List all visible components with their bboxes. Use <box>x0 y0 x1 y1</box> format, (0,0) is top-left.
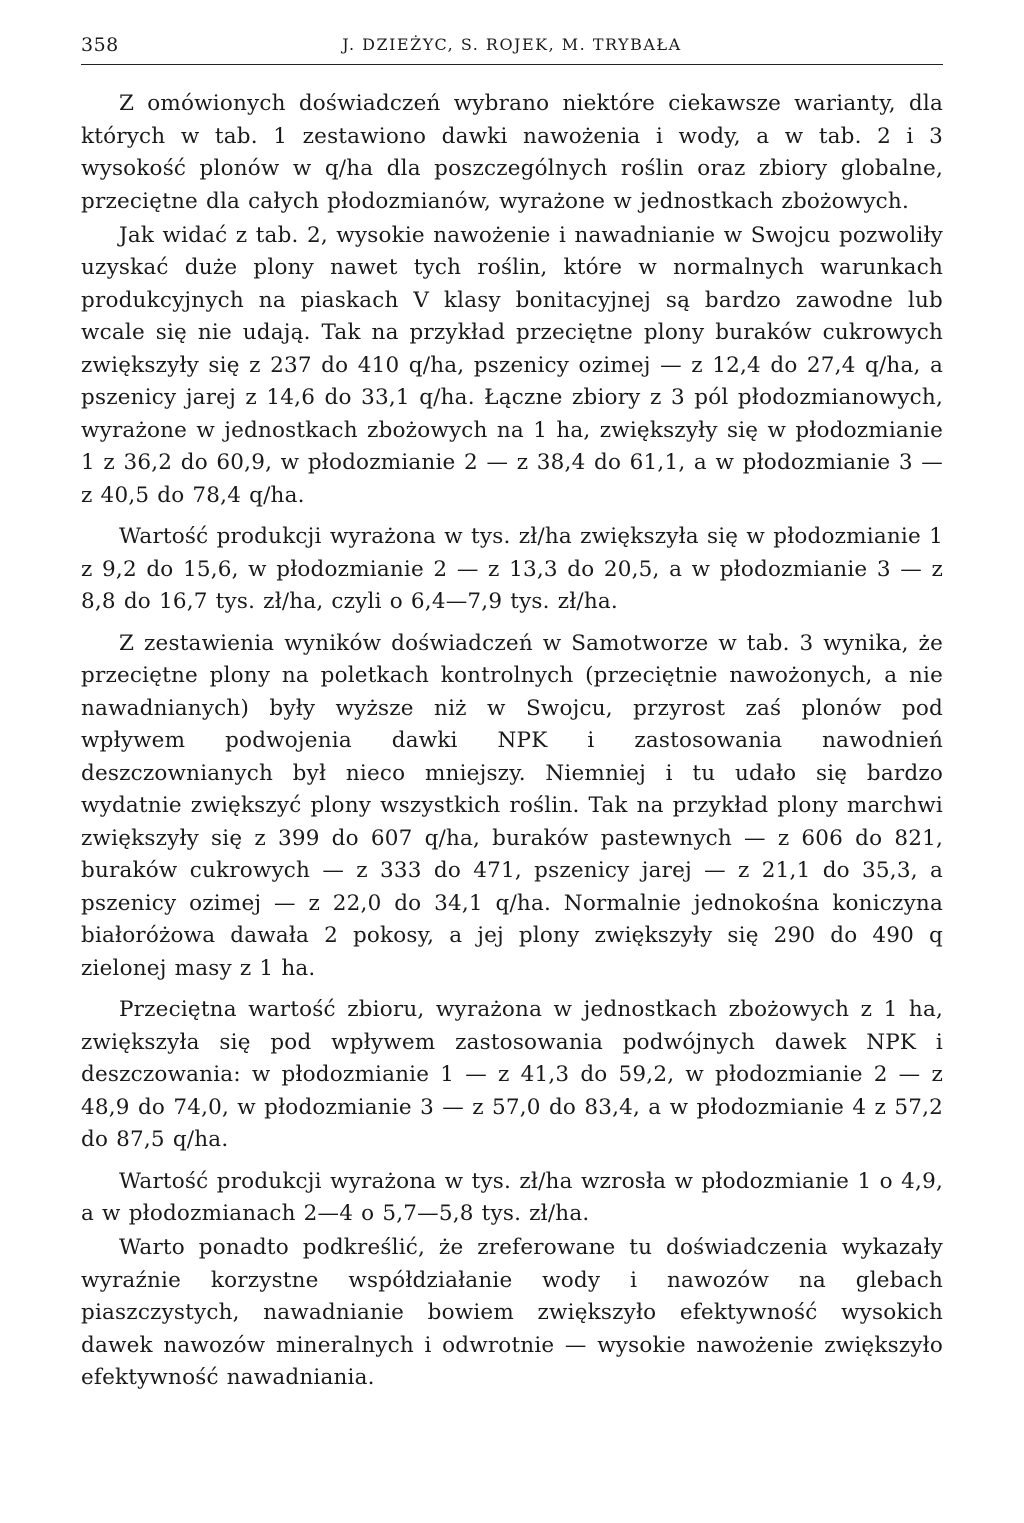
body-text <box>81 88 943 1395</box>
paragraph: Jak widać z tab. 2, wysokie nawożenie i nawadnianie w Swojcu pozwoliły uzyskać duże plony nawet tych roślin, które w normalnych warunkach produkcyjnych na piaskach V klasy bonitacyjnej są bardzo zawodne lub wcale się nie udają. Tak na przykład przeciętne plony buraków cukrowych zwiększyły się z 237 do 410 q/ha, pszenicy ozimej — z 12,4 do 27,4 q/ha, a pszenicy jarej z 14,6 do 33,1 q/ha. Łączne zbiory z 3 pól płodozmianowych, wyrażone w jednostkach zbożowych na 1 ha, zwiększyły się w płodozmianie 1 z 36,2 do 60,9, w płodozmianie 2 — z 38,4 do 61,1, a w płodozmianie 3 — z 40,5 do 78,4 q/ha. <box>81 222 943 508</box>
paragraph: Z omówionych doświadczeń wybrano niektóre ciekawsze warianty, dla których w tab. 1 zestawiono dawki nawożenia i wody, a w tab. 2 i 3 wysokość plonów w q/ha dla poszczególnych roślin oraz zbiory globalne, przeciętne dla całych płodozmianów, wyrażone w jednostkach zbożowych. <box>81 91 943 214</box>
running-head: J. DZIEŻYC, S. ROJEK, M. TRYBAŁA <box>342 35 682 54</box>
page-header <box>81 30 943 65</box>
paragraph: Warto ponadto podkreślić, że zreferowane tu doświadczenia wykazały wyraźnie korzystne współdziałanie wody i nawozów na glebach piaszczystych, nawadnianie bowiem zwiększyło efektywność wysokich dawek nawozów mineralnych i odwrotnie — wysokie nawożenie zwiększyło efektywność nawadniania. <box>81 1235 943 1390</box>
paragraph: Z zestawienia wyników doświadczeń w Samotworze w tab. 3 wynika, że przeciętne plony na poletkach kontrolnych (przeciętnie nawożonych, a nie nawadnianych) były wyższe niż w Swojcu, przyrost zaś plonów pod wpływem podwojenia dawki NPK i zastosowania nawodnień deszczownianych był nieco mniejszy. Niemniej i tu udało się bardzo wydatnie zwiększyć plony wszystkich roślin. Tak na przykład plony marchwi zwiększyły się z 399 do 607 q/ha, buraków pastewnych — z 606 do 821, buraków cukrowych — z 333 do 471, pszenicy jarej — z 21,1 do 35,3, a pszenicy ozimej — z 22,0 do 34,1 q/ha. Normalnie jednokośna koniczyna białoróżowa dawała 2 pokosy, a jej plony zwiększyły się 290 do 490 q zielonej masy z 1 ha. <box>81 630 943 981</box>
page-number: 358 <box>81 34 119 56</box>
paragraph: Przeciętna wartość zbioru, wyrażona w jednostkach zbożowych z 1 ha, zwiększyła się pod wpływem zastosowania podwójnych dawek NPK i deszczowania: w płodozmianie 1 — z 41,3 do 59,2, w płodozmianie 2 — z 48,9 do 74,0, w płodozmianie 3 — z 57,0 do 83,4, a w płodozmianie 4 z 57,2 do 87,5 q/ha. <box>81 997 943 1152</box>
paragraph: Wartość produkcji wyrażona w tys. zł/ha zwiększyła się w płodozmianie 1 z 9,2 do 15,6, w płodozmianie 2 — z 13,3 do 20,5, a w płodozmianie 3 — z 8,8 do 16,7 tys. zł/ha, czyli o 6,4—7,9 tys. zł/ha. <box>81 524 943 614</box>
paragraph: Wartość produkcji wyrażona w tys. zł/ha wzrosła w płodozmianie 1 o 4,9, a w płodozmianach 2—4 o 5,7—5,8 tys. zł/ha. <box>81 1168 943 1226</box>
